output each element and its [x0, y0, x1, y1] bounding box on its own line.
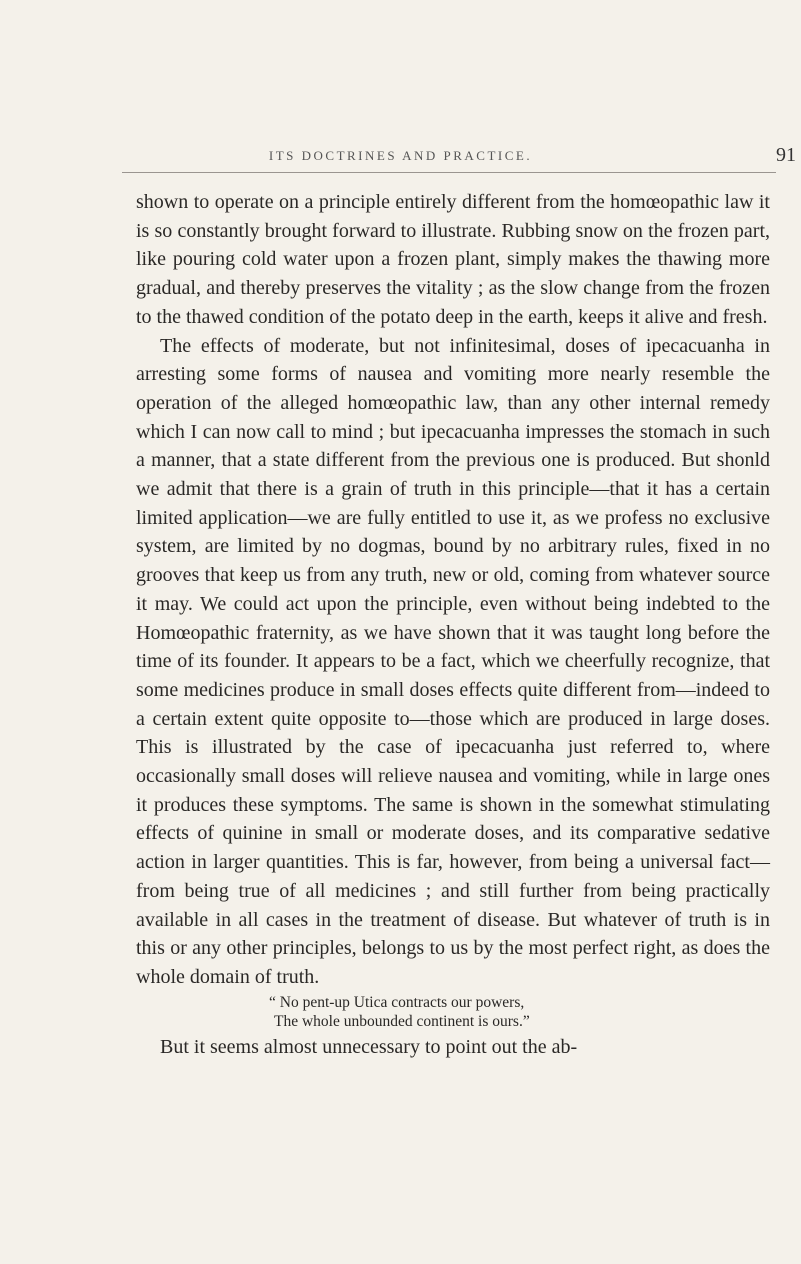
quote-line-1: “ No pent-up Utica contracts our powers, — [269, 993, 525, 1011]
paragraph-2: The effects of moderate, but not infinitesimal, doses of ipecacuanha in arresting some forms of nausea and vomiting more nearly resemble the operation of the alleged homœopathic law, than any other internal remedy which I can now call to mind ; but ipecacuanha impresses the stomach in such a manner, that a state different from the previous one is produced. But shonld we admit that there is a grain of truth in this principle—that it has a certain limited application—we are fully entitled to use it, as we profess no exclusive system, are limited by no dogmas, bound by no arbitrary rules, fixed in no grooves that keep us from any truth, new or old, coming from whatever source it may. We could act upon the principle, even without being indebted to the Homœopathic fraternity, as we have shown that it was taught long before the time of its founder. It appears to be a fact, which we cheerfully recognize, that some medicines produce in small doses effects quite different from—indeed to a certain extent quite opposite to—those which are produced in large doses. This is illustrated by the case of ipecacuanha just referred to, where occasionally small doses will relieve nausea and vomiting, while in large ones it produces these symptoms. The same is shown in the somewhat stimulating effects of quinine in small or moderate doses, and its comparative sedative action in larger quantities. This is far, however, from being a universal fact—from being true of all medicines ; and still further from being practically available in all cases in the treatment of disease. But whatever of truth is in this or any other principles, belongs to us by the most perfect right, as does the whole domain of truth. — [136, 334, 770, 988]
page-header — [0, 144, 801, 178]
header-rule — [122, 172, 776, 173]
closing-line: But it seems almost unnecessary to point out the ab- — [160, 1035, 578, 1058]
quote-line-2: The whole unbounded continent is ours.” — [274, 1012, 530, 1030]
running-title: ITS DOCTRINES AND PRACTICE. — [268, 148, 533, 163]
paragraph-1: shown to operate on a principle entirely different from the homœopathic law it is so constantly brought forward to illustrate. Rubbing snow on the frozen part, like pouring cold water upon a frozen plant, simply makes the thawing more gradual, and thereby preserves the vitality ; as the slow change from the frozen to the thawed condition of the potato deep in the earth, keeps it alive and fresh. — [136, 191, 770, 328]
verse-quote — [136, 993, 770, 1031]
body-text — [136, 188, 770, 1061]
page-number: 91 — [776, 144, 796, 166]
